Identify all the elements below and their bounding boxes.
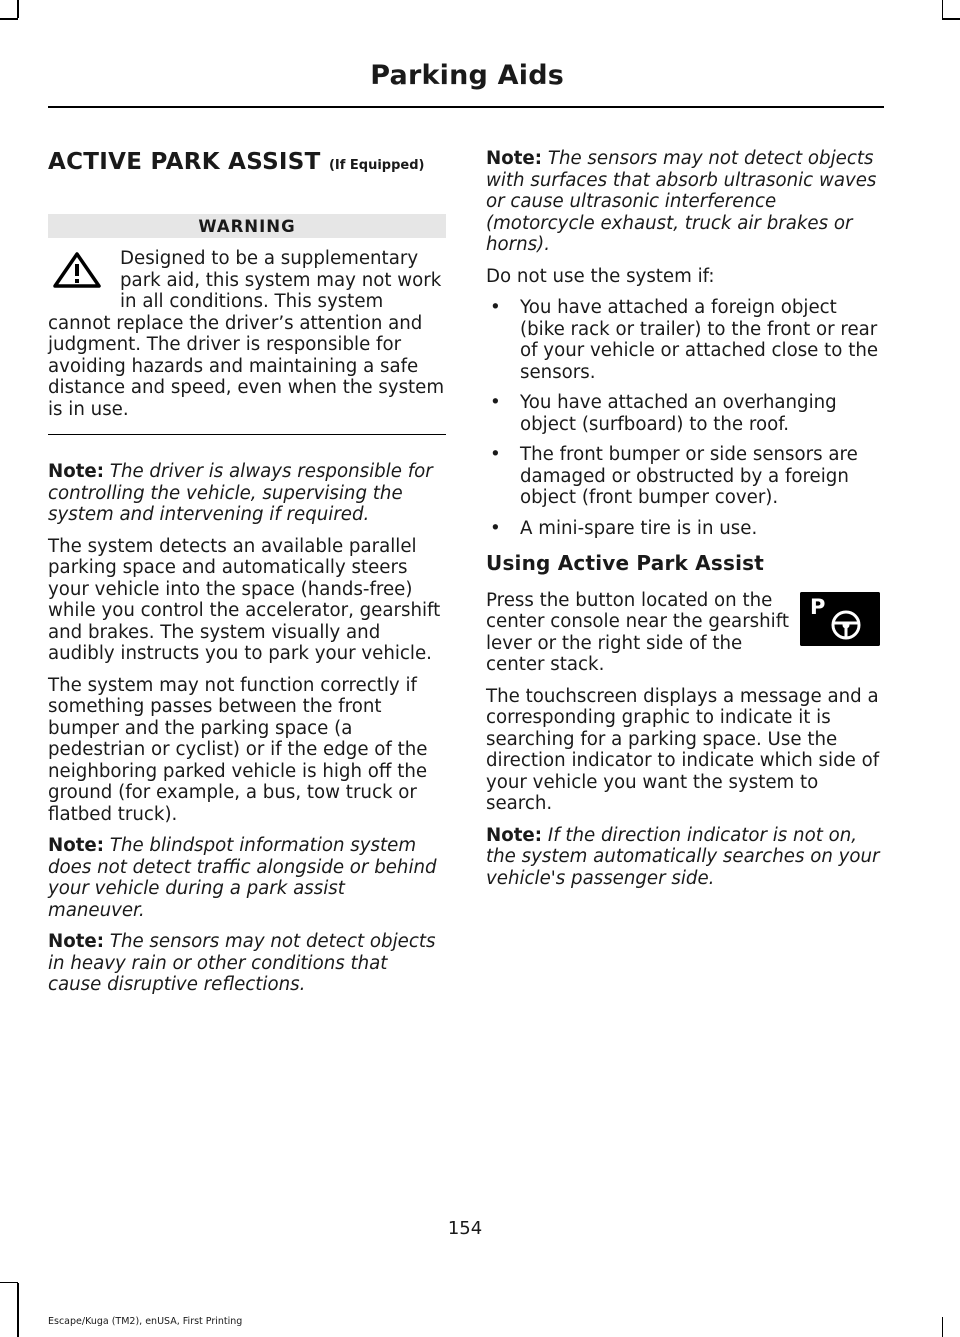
note-label: Note: (48, 931, 105, 952)
paragraph-system-detects: The system detects an available parallel parking space and automatically steers your vehicle into the space (hands-free) while you control the accelerator, gearshift and brakes. The system visually and audibly instructs you to park your vehicle. (48, 535, 441, 664)
bullet-glyph: • (490, 444, 501, 465)
note-text: The driver is always responsible for controlling the vehicle, supervising the system and intervening if required. (48, 461, 433, 525)
crop-mark-top-left (0, 18, 18, 20)
note-heavy-rain (48, 931, 446, 996)
park-assist-button-icon (800, 592, 880, 646)
list-item-text: The front bumper or side sensors are damaged or obstructed by a foreign object (front bumper cover). (520, 444, 858, 508)
warning-text: Designed to be a supplementary park aid, this system may not work in all conditions. This system cannot replace the driver’s attention and judgment. The driver is responsible for avoiding hazards and maintaining a safe distance and speed, even when the system is in use. (48, 248, 445, 420)
bullet-glyph: • (490, 297, 501, 318)
list-item (486, 444, 880, 509)
crop-mark-bottom-left-v (17, 1283, 19, 1337)
note-text: The sensors may not detect objects in heavy rain or other conditions that cause disruptive reflections. (48, 931, 436, 995)
note-text: The sensors may not detect objects with surfaces that absorb ultrasonic waves or cause ultrasonic interference (motorcycle exhaust, truck air brakes or horns). (486, 148, 877, 255)
section-qualifier: (If Equipped) (328, 158, 425, 173)
warning-label: WARNING (48, 214, 446, 238)
note-text: If the direction indicator is not on, the system automatically searches on your vehicle's passenger side. (486, 824, 880, 889)
right-column (486, 148, 880, 899)
section-title (48, 148, 446, 180)
bullet-glyph: • (490, 517, 501, 539)
paragraph-press-button (486, 590, 880, 676)
paragraph-touchscreen: The touchscreen displays a message and a corresponding graphic to indicate it is searching for a parking space. Use the direction indicator to indicate which side of your vehicle you want the system to search. (486, 685, 880, 814)
list-item-text: You have attached a foreign object (bike rack or trailer) to the front or rear of your vehicle or attached close to the sensors. (520, 297, 879, 383)
section-title-text: ACTIVE PARK ASSIST (48, 149, 321, 175)
page-header-title: Parking Aids (370, 60, 564, 91)
press-text: Press the button located on the center console near the gearshift lever or the right side of the center stack. (486, 589, 789, 675)
warning-block (48, 248, 446, 435)
do-not-use-intro: Do not use the system if: (486, 265, 715, 287)
note-text: The blindspot information system does not detect traffic alongside or behind your vehicle during a park assist maneuver. (48, 835, 437, 921)
list-item-text: A mini-spare tire is in use. (520, 517, 758, 539)
note-label: Note: (486, 824, 543, 846)
left-column (48, 148, 446, 1006)
crop-mark-top-right-v (942, 0, 944, 18)
list-item (486, 392, 880, 435)
subheading-using-active-park-assist: Using Active Park Assist (486, 551, 764, 575)
do-not-use-list (486, 297, 880, 539)
bullet-glyph: • (490, 392, 501, 413)
crop-mark-top-left-v (17, 0, 19, 18)
header-divider (48, 106, 884, 108)
paragraph-may-not-function: The system may not function correctly if something passes between the front bumper and the parking space (a pedestrian or cyclist) or if the edge of the neighboring parked vehicle is high off the ground (for example, a bus, tow truck or flatbed truck). (48, 674, 428, 825)
crop-mark-bottom-left (0, 1282, 18, 1284)
note-label: Note: (486, 148, 543, 169)
edition-footer: Escape/Kuga (TM2), enUSA, First Printing (48, 1316, 243, 1327)
note-blindspot (48, 835, 446, 921)
list-item (486, 518, 880, 540)
note-label: Note: (48, 835, 105, 856)
note-ultrasonic (486, 148, 880, 256)
svg-text:P: P (810, 594, 826, 619)
warning-triangle-icon (52, 251, 102, 289)
note-label: Note: (48, 461, 105, 482)
page-number: 154 (447, 1218, 483, 1239)
note-direction-indicator (486, 825, 880, 890)
crop-mark-bottom-right-v (942, 1317, 944, 1337)
note-driver-responsible (48, 461, 446, 526)
crop-mark-top-right (942, 18, 960, 20)
list-item-text: You have attached an overhanging object (surfboard) to the roof. (520, 392, 837, 435)
list-item (486, 297, 880, 383)
